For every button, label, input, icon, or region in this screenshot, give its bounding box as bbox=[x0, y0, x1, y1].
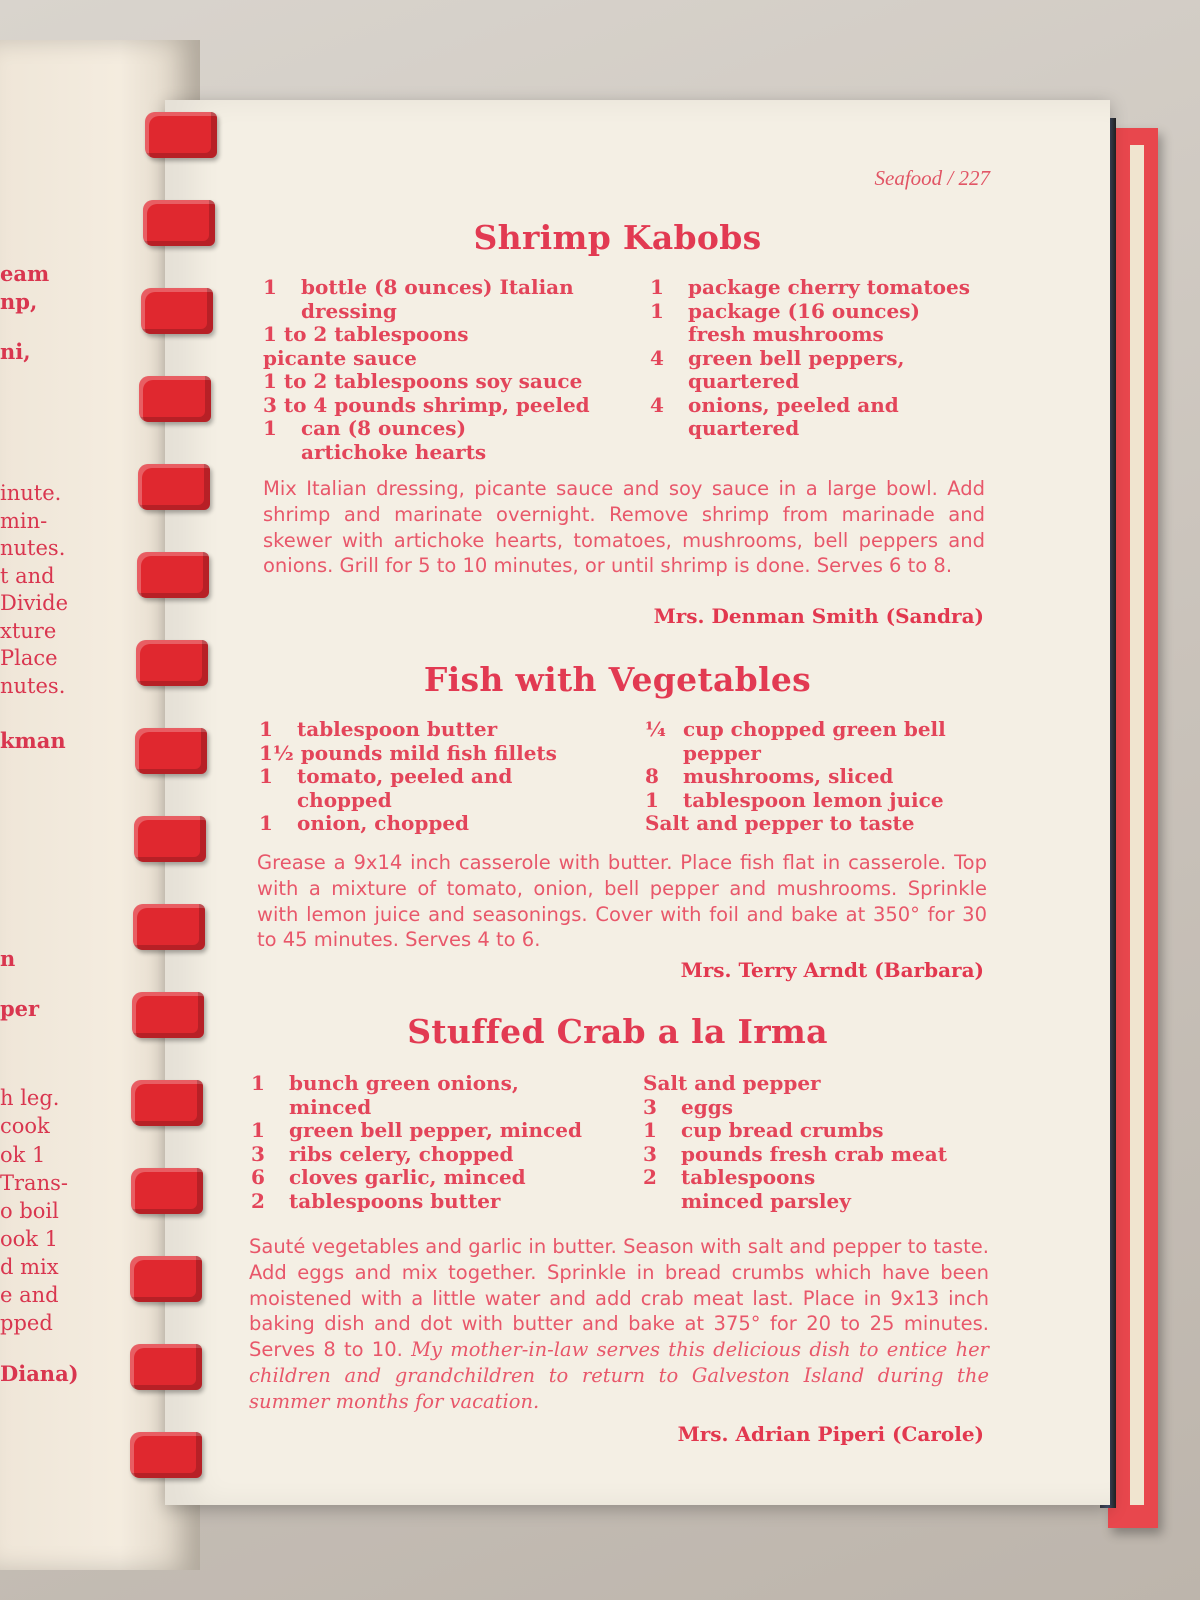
ingredient-item: 4 green bell peppers, quartered bbox=[650, 345, 905, 393]
left-page-fragment: inute. bbox=[0, 481, 62, 505]
ingredient-item: 2 tablespoons minced parsley bbox=[643, 1165, 851, 1213]
binding-coil bbox=[141, 288, 213, 334]
binding-coil bbox=[130, 1256, 202, 1302]
left-page-fragment: e and bbox=[0, 1283, 59, 1307]
left-page-fragment: pped bbox=[0, 1311, 53, 1335]
left-page-fragment: ook 1 bbox=[0, 1227, 59, 1251]
recipe-page bbox=[165, 100, 1110, 1505]
method-note: My mother-in-law serves this delicious dish to entice her children and grandchildren to return to Galveston Island during the summer months for vacation. bbox=[249, 1338, 989, 1413]
method-text: Sauté vegetables and garlic in butter. Season with salt and pepper to taste. Add eggs and mix together. Sprinkle in bread crumbs which have been moistened with a little water and add crab meat last. Place in 9x13 inch baking dish and dot with butter and bake at 375° for 20 to 25 minutes. Serves 8 to 10. bbox=[249, 1235, 989, 1362]
ingredient-item: 1 green bell pepper, minced bbox=[251, 1118, 582, 1142]
method-stuffed-crab bbox=[249, 1234, 989, 1415]
ingredient-item: 1 bottle (8 ounces) Italian dressing bbox=[263, 275, 574, 323]
left-page-fragment: ni, bbox=[0, 339, 31, 364]
left-page-fragment: nutes. bbox=[0, 674, 66, 698]
ingredient-item: ¼ cup chopped green bell pepper bbox=[645, 717, 946, 765]
ingredient-item: Salt and pepper bbox=[643, 1071, 821, 1095]
page-block-edge bbox=[1130, 145, 1144, 1505]
method-shrimp-kabobs: Mix Italian dressing, picante sauce and soy sauce in a large bowl. Add shrimp and marinate overnight. Remove shrimp from marinade and skewer with artichoke hearts, tomatoes, mushrooms, bell peppers and onions. Grill for 5 to 10 minutes, or until shrimp is done. Serves 6 to 8. bbox=[263, 477, 985, 578]
binding-coil bbox=[137, 552, 209, 598]
binding-coil bbox=[131, 1168, 203, 1214]
ingredient-item: 1 to 2 tablespoons picante sauce bbox=[263, 322, 469, 370]
left-page-fragment: h leg. bbox=[0, 1086, 60, 1110]
ingredient-item: 1 to 2 tablespoons soy sauce bbox=[263, 369, 583, 393]
left-page-fragment: nutes. bbox=[0, 536, 66, 560]
binding-coil bbox=[135, 728, 207, 774]
binding-coil bbox=[132, 992, 204, 1038]
credit-stuffed-crab: Mrs. Adrian Piperi (Carole) bbox=[677, 1422, 984, 1446]
binding-coil bbox=[138, 464, 210, 510]
recipe-title-shrimp-kabobs: Shrimp Kabobs bbox=[473, 218, 762, 257]
ingredient-item: 3 to 4 pounds shrimp, peeled bbox=[263, 392, 590, 417]
ingredient-item: 8 mushrooms, sliced bbox=[645, 764, 894, 788]
left-page-fragment: per bbox=[0, 996, 40, 1021]
binding-coil bbox=[130, 1344, 202, 1390]
ingredient-item: 3 ribs celery, chopped bbox=[251, 1141, 514, 1166]
ingredients-left-shrimp bbox=[263, 276, 593, 464]
left-page-fragment: xture bbox=[0, 619, 57, 643]
binding-coil bbox=[131, 1080, 203, 1126]
ingredient-item: 1 can (8 ounces) artichoke hearts bbox=[263, 416, 487, 464]
binding-coil bbox=[139, 376, 211, 422]
left-page-fragment: d mix bbox=[0, 1255, 59, 1279]
left-page-fragment: kman bbox=[0, 728, 66, 753]
left-page-fragment: n bbox=[0, 946, 16, 971]
recipe-title-stuffed-crab: Stuffed Crab a la Irma bbox=[407, 1012, 828, 1051]
left-page-fragment: min- bbox=[0, 509, 48, 533]
ingredient-item: 1 package cherry tomatoes bbox=[650, 275, 970, 299]
ingredient-item: 1 tablespoon butter bbox=[259, 717, 498, 741]
left-page-fragment: o boil bbox=[0, 1199, 59, 1223]
left-page-fragment: ok 1 bbox=[0, 1143, 46, 1167]
left-page-fragment: Place bbox=[0, 646, 58, 670]
left-page-fragment: t and bbox=[0, 564, 55, 588]
ingredient-item: 1 tablespoon lemon juice bbox=[645, 787, 944, 812]
left-page-fragment: Divide bbox=[0, 591, 69, 615]
ingredient-item: 1 bunch green onions, minced bbox=[251, 1071, 519, 1119]
ingredients-right-shrimp bbox=[650, 276, 980, 441]
left-page-fragment: Diana) bbox=[0, 1361, 79, 1386]
binding-coil bbox=[133, 904, 205, 950]
binding-coil bbox=[143, 200, 215, 246]
ingredient-item: 1 tomato, peeled and chopped bbox=[259, 764, 513, 812]
recipe-title-fish-with-vegetables: Fish with Vegetables bbox=[423, 660, 812, 699]
ingredient-item: Salt and pepper to taste bbox=[645, 811, 915, 835]
ingredient-item: 1½ pounds mild fish fillets bbox=[259, 740, 557, 765]
left-page-fragment: cook bbox=[0, 1114, 50, 1138]
ingredients-right-crab bbox=[643, 1072, 983, 1213]
ingredient-item: 3 pounds fresh crab meat bbox=[643, 1141, 947, 1166]
binding-coil bbox=[134, 816, 206, 862]
ingredient-item: 4 onions, peeled and quartered bbox=[650, 392, 899, 440]
credit-shrimp-kabobs: Mrs. Denman Smith (Sandra) bbox=[653, 604, 984, 628]
left-page-fragment: eam bbox=[0, 261, 50, 286]
left-page-fragment: np, bbox=[0, 289, 38, 314]
binding-coil bbox=[136, 640, 208, 686]
ingredient-item: 6 cloves garlic, minced bbox=[251, 1165, 526, 1189]
ingredient-item: 2 tablespoons butter bbox=[251, 1188, 501, 1213]
running-head: Seafood / 227 bbox=[874, 166, 990, 190]
method-fish-with-vegetables: Grease a 9x14 inch casserole with butter. Place fish flat in casserole. Top with a mixture of tomato, onion, bell pepper and mushrooms. Sprinkle with lemon juice and seasonings. Cover with foil and bake at 350° for 30 to 45 minutes. Serves 4 to 6. bbox=[257, 851, 987, 952]
credit-fish-with-vegetables: Mrs. Terry Arndt (Barbara) bbox=[680, 958, 984, 982]
binding-coil bbox=[145, 112, 217, 158]
ingredient-item: 1 cup bread crumbs bbox=[643, 1118, 884, 1142]
ingredient-item: 3 eggs bbox=[643, 1094, 733, 1119]
ingredients-right-fish bbox=[645, 718, 985, 836]
ingredients-left-fish bbox=[259, 718, 589, 836]
ingredient-item: 1 package (16 ounces) fresh mushrooms bbox=[650, 298, 920, 346]
ingredients-left-crab bbox=[251, 1072, 591, 1213]
left-page-fragment: Trans- bbox=[0, 1171, 68, 1195]
binding-coil bbox=[130, 1432, 202, 1478]
ingredient-item: 1 onion, chopped bbox=[259, 811, 470, 835]
